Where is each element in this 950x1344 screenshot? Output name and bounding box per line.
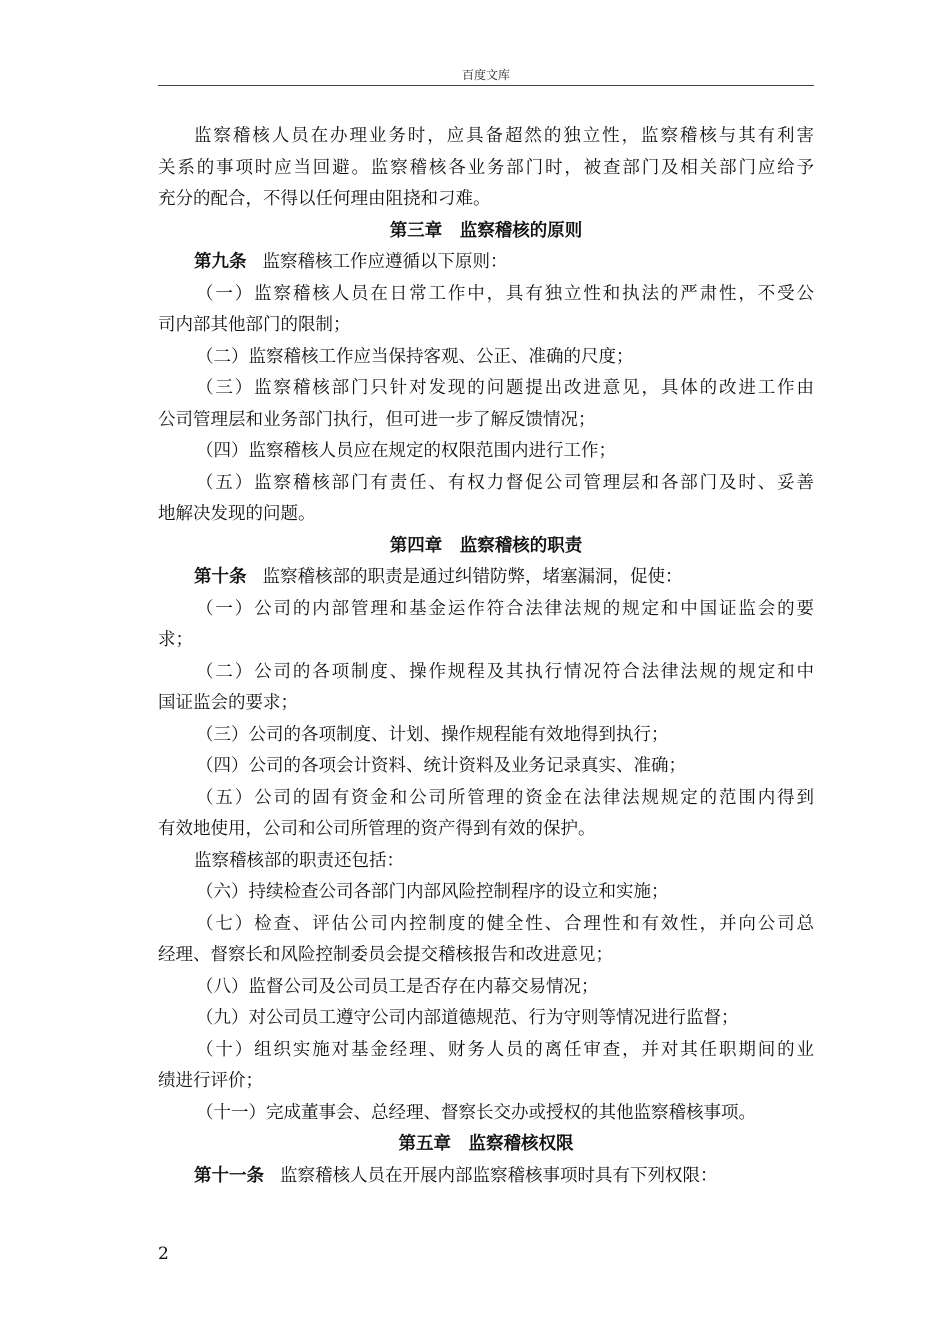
paragraph-line: 公司管理层和业务部门执行，但可进一步了解反馈情况； [158, 409, 596, 430]
paragraph-line: 监察稽核部的职责还包括： [194, 850, 404, 871]
paragraph-line: 充分的配合，不得以任何理由阻挠和刁难。 [158, 189, 491, 209]
paragraph-line: （二）公司的各项制度、操作规程及其执行情况符合法律法规的规定和中 [196, 661, 814, 682]
paragraph-line: （一）监察稽核人员在日常工作中，具有独立性和执法的严肃性，不受公 [196, 283, 814, 304]
paragraph-line: 关系的事项时应当回避。监察稽核各业务部门时，被查部门及相关部门应给予 [158, 157, 814, 178]
article-label: 第九条 [194, 252, 247, 272]
paragraph-line: （十）组织实施对基金经理、财务人员的离任审查，并对其任职期间的业 [196, 1039, 814, 1060]
paragraph-line: 有效地使用，公司和公司所管理的资产得到有效的保护。 [158, 819, 596, 839]
chapter-heading: 第四章 监察稽核的职责 [389, 535, 583, 556]
paragraph-line: 经理、督察长和风险控制委员会提交稽核报告和改进意见； [158, 945, 613, 965]
paragraph-line: 求； [158, 630, 193, 650]
article-line [158, 562, 814, 594]
paragraph-line: 绩进行评价； [158, 1071, 263, 1091]
paragraph-line: 国证监会的要求； [158, 693, 298, 713]
paragraph-line: 司内部其他部门的限制； [158, 315, 351, 335]
paragraph-line: （五）监察稽核部门有责任、有权力督促公司管理层和各部门及时、妥善 [196, 472, 814, 493]
chapter-heading: 第三章 监察稽核的原则 [389, 220, 583, 241]
paragraph-line: （九）对公司员工遵守公司内部道德规范、行为守则等情况进行监督； [196, 1008, 739, 1028]
paragraph-line: （十一）完成董事会、总经理、督察长交办或授权的其他监察稽核事项。 [196, 1102, 756, 1123]
chapter-heading: 第五章 监察稽核权限 [398, 1134, 574, 1154]
article-text: 监察稽核部的职责是通过纠错防弊，堵塞漏洞，促使： [262, 567, 683, 587]
paragraph-line: （五）公司的固有资金和公司所管理的资金在法律法规规定的范围内得到 [196, 787, 814, 808]
paragraph-line: 监察稽核人员在办理业务时，应具备超然的独立性，监察稽核与其有利害 [194, 126, 814, 146]
document-body [158, 121, 814, 1192]
paragraph-line: （三）公司的各项制度、计划、操作规程能有效地得到执行； [196, 724, 669, 745]
article-label: 第十一条 [194, 1165, 264, 1186]
paragraph-line: （六）持续检查公司各部门内部风险控制程序的设立和实施； [196, 882, 669, 902]
paragraph-line: （四）公司的各项会计资料、统计资料及业务记录真实、准确； [196, 756, 686, 776]
page-number: 2 [158, 1244, 169, 1264]
article-line [158, 1161, 814, 1193]
header-divider [158, 85, 814, 86]
paragraph-line: （八）监督公司及公司员工是否存在内幕交易情况； [196, 976, 599, 997]
paragraph-line: （二）监察稽核工作应当保持客观、公正、准确的尺度； [196, 346, 634, 367]
document-header: 百度文库 [461, 68, 510, 82]
paragraph-line: （三）监察稽核部门只针对发现的问题提出改进意见，具体的改进工作由 [196, 378, 814, 398]
article-text: 监察稽核工作应遵循以下原则： [262, 252, 508, 272]
paragraph-line: （四）监察稽核人员应在规定的权限范围内进行工作； [196, 441, 616, 461]
article-line [158, 247, 814, 279]
paragraph-line: 地解决发现的问题。 [158, 504, 316, 524]
article-label: 第十条 [194, 567, 247, 587]
paragraph-line: （七）检查、评估公司内控制度的健全性、合理性和有效性，并向公司总 [196, 913, 814, 934]
paragraph-line: （一）公司的内部管理和基金运作符合法律法规的规定和中国证监会的要 [196, 598, 814, 619]
article-text: 监察稽核人员在开展内部监察稽核事项时具有下列权限： [280, 1165, 718, 1186]
